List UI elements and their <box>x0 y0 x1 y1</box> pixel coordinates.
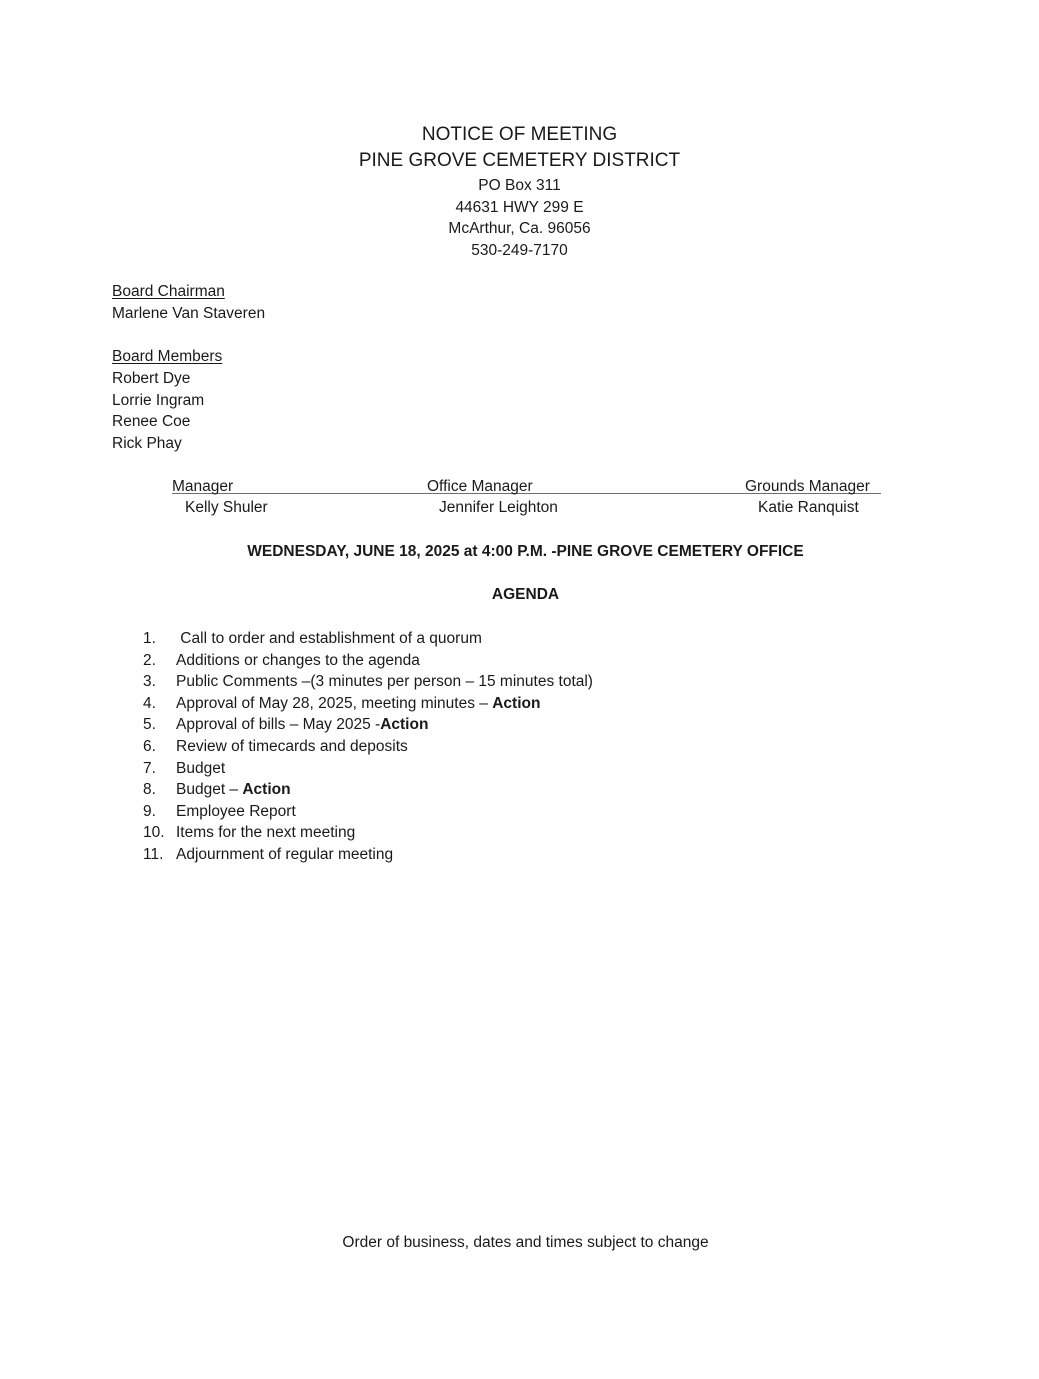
agenda-item-number: 6. <box>143 737 156 755</box>
notice-title: NOTICE OF MEETING <box>421 124 618 145</box>
address-po-box: PO Box 311 <box>478 177 561 194</box>
agenda-item-text: Additions or changes to the agenda <box>176 651 420 669</box>
agenda-item-action-tag: Action <box>492 694 541 712</box>
agenda-item <box>143 671 593 693</box>
staff-name-manager: Kelly Shuler <box>185 499 268 516</box>
agenda-item-action-tag: Action <box>242 781 291 799</box>
agenda-item <box>143 779 593 801</box>
address-city: McArthur, Ca. 96056 <box>448 220 591 237</box>
staff-title-manager: Manager <box>172 478 234 495</box>
agenda-item-text: Public Comments –(3 minutes per person – 15 minutes total) <box>176 673 593 691</box>
address-street: 44631 HWY 299 E <box>455 198 584 216</box>
district-name: PINE GROVE CEMETERY DISTRICT <box>358 150 681 171</box>
agenda-item <box>143 628 593 650</box>
agenda-item-number: 10. <box>143 824 165 842</box>
agenda-item-text: Budget <box>176 759 226 777</box>
board-member-name: Lorrie Ingram <box>112 391 205 409</box>
board-member-name: Renee Coe <box>112 413 191 431</box>
address-phone: 530-249-7170 <box>471 241 568 259</box>
agenda-item-text: Approval of bills – May 2025 - <box>176 716 381 734</box>
agenda-item-text: Adjournment of regular meeting <box>176 845 394 863</box>
board-chairman-name: Marlene Van Staveren <box>112 304 266 322</box>
agenda-item-text: Employee Report <box>176 802 296 820</box>
agenda-heading: AGENDA <box>491 586 560 603</box>
agenda-item <box>143 801 593 823</box>
agenda-item-number: 9. <box>143 802 156 820</box>
agenda-item <box>143 844 593 866</box>
board-members-heading: Board Members <box>112 348 223 365</box>
agenda-item-number: 8. <box>143 781 156 799</box>
agenda-item-number: 4. <box>143 694 156 712</box>
agenda-item-text: Call to order and establishment of a quorum <box>176 630 482 647</box>
agenda-item <box>143 693 593 715</box>
agenda-item <box>143 758 593 780</box>
agenda-item-text: Items for the next meeting <box>176 824 356 842</box>
notice-header <box>0 122 1039 261</box>
agenda-item-text: Approval of May 28, 2025, meeting minutes – <box>176 694 493 712</box>
agenda-item-number: 1. <box>143 630 156 647</box>
agenda-item-text: Review of timecards and deposits <box>176 737 408 755</box>
agenda-item-number: 11. <box>143 845 164 863</box>
board-chairman-heading: Board Chairman <box>112 283 225 300</box>
agenda-item <box>143 650 593 672</box>
agenda-item-action-tag: Action <box>380 716 429 734</box>
agenda-list <box>143 628 593 866</box>
staff-title-office-manager: Office Manager <box>427 478 533 495</box>
agenda-item-number: 7. <box>143 759 156 777</box>
agenda-item-number: 2. <box>143 651 156 669</box>
footer-note: Order of business, dates and times subject to change <box>342 1234 709 1251</box>
board-chairman-section <box>112 281 265 325</box>
meeting-date-location: WEDNESDAY, JUNE 18, 2025 at 4:00 P.M. -PINE GROVE CEMETERY OFFICE <box>247 543 804 560</box>
board-members-section <box>112 346 222 455</box>
board-member-name: Robert Dye <box>112 369 191 387</box>
staff-name-office-manager: Jennifer Leighton <box>439 499 558 516</box>
agenda-item <box>143 736 593 758</box>
agenda-item-number: 5. <box>143 716 156 734</box>
board-member-name: Rick Phay <box>112 435 182 453</box>
agenda-item-text: Budget – <box>176 781 243 799</box>
agenda-item <box>143 822 593 844</box>
agenda-item-number: 3. <box>143 673 156 691</box>
agenda-item <box>143 714 593 736</box>
staff-name-grounds-manager: Katie Ranquist <box>758 499 859 516</box>
staff-title-grounds-manager: Grounds Manager <box>745 478 870 495</box>
